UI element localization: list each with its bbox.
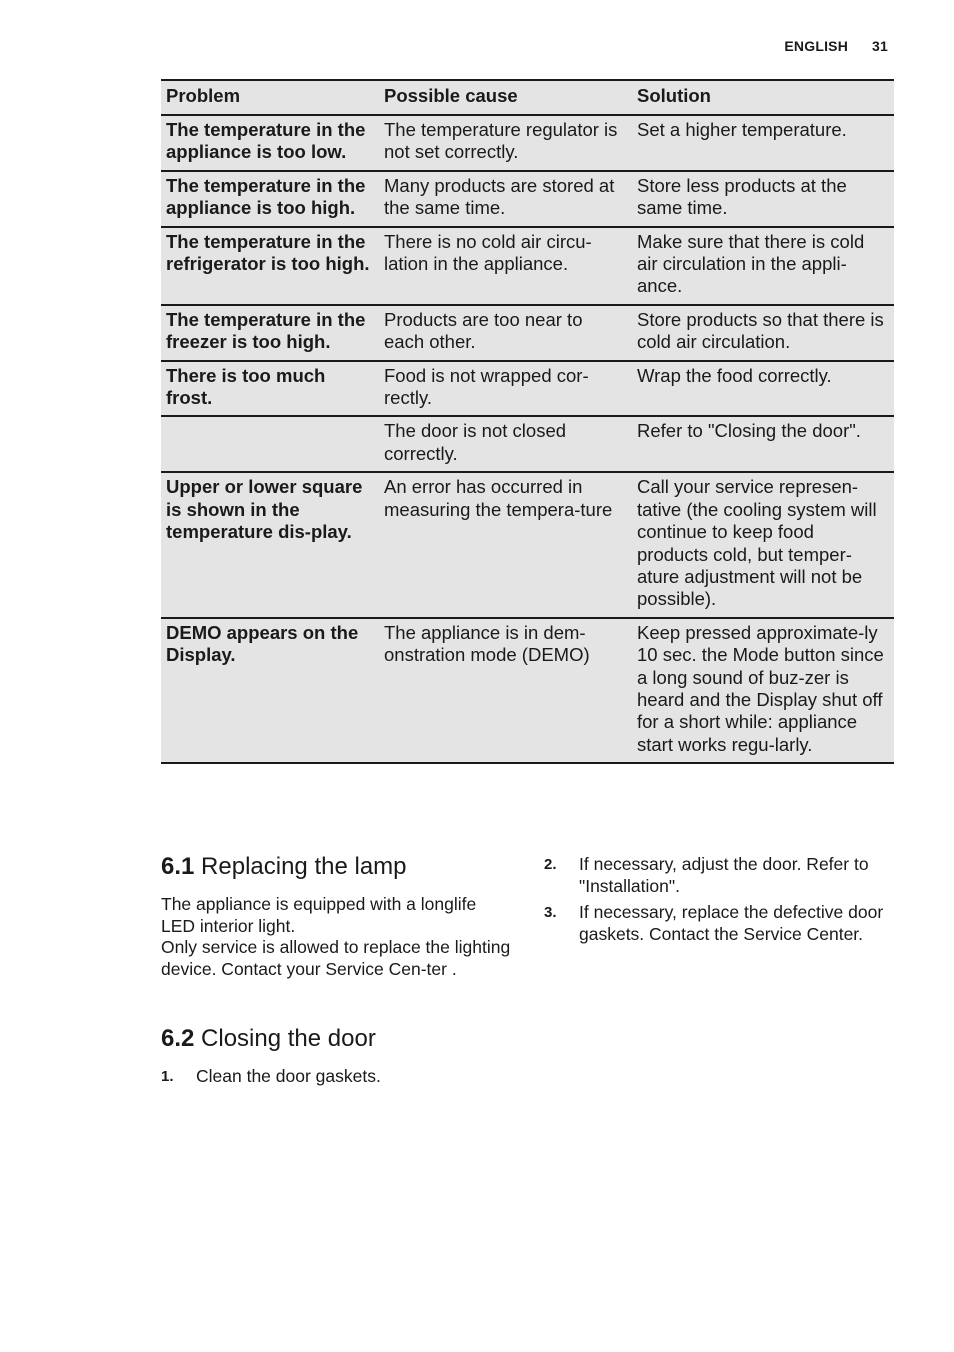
section-replacing-lamp	[161, 853, 513, 980]
table-row	[161, 171, 894, 227]
section-closing-door	[161, 1025, 513, 1093]
list-item	[544, 902, 894, 945]
problem-cell	[161, 416, 379, 472]
section-number: 6.1	[161, 853, 195, 880]
step-number: 3.	[544, 904, 557, 921]
page-number: 31	[872, 38, 888, 54]
page-header	[784, 38, 888, 54]
problem-cell: The temperature in the appliance is too high.	[161, 171, 379, 227]
solution-cell: Store less products at the same time.	[632, 171, 894, 227]
section-number: 6.2	[161, 1025, 195, 1052]
table-row	[161, 115, 894, 171]
lamp-paragraph-1: The appliance is equipped with a longlife LED interior light.	[161, 894, 477, 936]
section-title	[161, 853, 513, 881]
door-steps-list	[161, 1066, 513, 1088]
step-text: Clean the door gaskets.	[196, 1066, 381, 1086]
solution-cell: Keep pressed approximate-ly 10 sec. the Mode button since a long sound of buz-zer is heard and the Display shut off for a short while: appliance start works regu-larly.	[632, 618, 894, 763]
table-row	[161, 416, 894, 472]
problem-cell: The temperature in the refrigerator is too high.	[161, 227, 379, 305]
problem-cell: There is too much frost.	[161, 361, 379, 417]
header-solution: Solution	[632, 80, 894, 115]
solution-cell: Store products so that there is cold air circulation.	[632, 305, 894, 361]
door-steps-continued	[544, 854, 894, 950]
cause-cell: The temperature regulator is not set correctly.	[379, 115, 632, 171]
header-problem: Problem	[161, 80, 379, 115]
step-text: If necessary, replace the defective door gaskets. Contact the Service Center.	[579, 902, 884, 944]
table-header-row	[161, 80, 894, 115]
solution-cell: Set a higher temperature.	[632, 115, 894, 171]
list-item	[161, 1066, 513, 1088]
cause-cell: The appliance is in dem-onstration mode (DEMO)	[379, 618, 632, 763]
solution-cell: Call your service represen-tative (the cooling system will continue to keep food products cold, but temper-ature adjustment will not be possible).	[632, 472, 894, 617]
header-possible-cause: Possible cause	[379, 80, 632, 115]
cause-cell: Products are too near to each other.	[379, 305, 632, 361]
cause-cell: An error has occurred in measuring the tempera-ture	[379, 472, 632, 617]
cause-cell: There is no cold air circu-lation in the appliance.	[379, 227, 632, 305]
section-title-text: Closing the door	[201, 1025, 376, 1052]
section-title-text: Replacing the lamp	[201, 853, 407, 880]
solution-cell: Make sure that there is cold air circulation in the appli-ance.	[632, 227, 894, 305]
table-row	[161, 361, 894, 417]
cause-cell: The door is not closed correctly.	[379, 416, 632, 472]
problem-cell: The temperature in the freezer is too high.	[161, 305, 379, 361]
step-number: 1.	[161, 1068, 174, 1085]
door-steps-list-continued	[544, 854, 894, 945]
step-number: 2.	[544, 856, 557, 873]
solution-cell: Refer to "Closing the door".	[632, 416, 894, 472]
language-label: ENGLISH	[784, 38, 849, 54]
lamp-paragraph-2: Only service is allowed to replace the lighting device. Contact your Service Cen-ter .	[161, 937, 511, 979]
problem-cell: The temperature in the appliance is too low.	[161, 115, 379, 171]
list-item	[544, 854, 894, 897]
problem-cell: Upper or lower square is shown in the temperature dis-play.	[161, 472, 379, 617]
table-row	[161, 305, 894, 361]
step-text: If necessary, adjust the door. Refer to "Installation".	[579, 854, 869, 896]
cause-cell: Food is not wrapped cor-rectly.	[379, 361, 632, 417]
table-row	[161, 227, 894, 305]
cause-cell: Many products are stored at the same time.	[379, 171, 632, 227]
problem-cell: DEMO appears on the Display.	[161, 618, 379, 763]
table-row	[161, 472, 894, 617]
solution-cell: Wrap the food correctly.	[632, 361, 894, 417]
table-row	[161, 618, 894, 763]
section-title	[161, 1025, 513, 1053]
troubleshooting-table	[161, 79, 894, 764]
